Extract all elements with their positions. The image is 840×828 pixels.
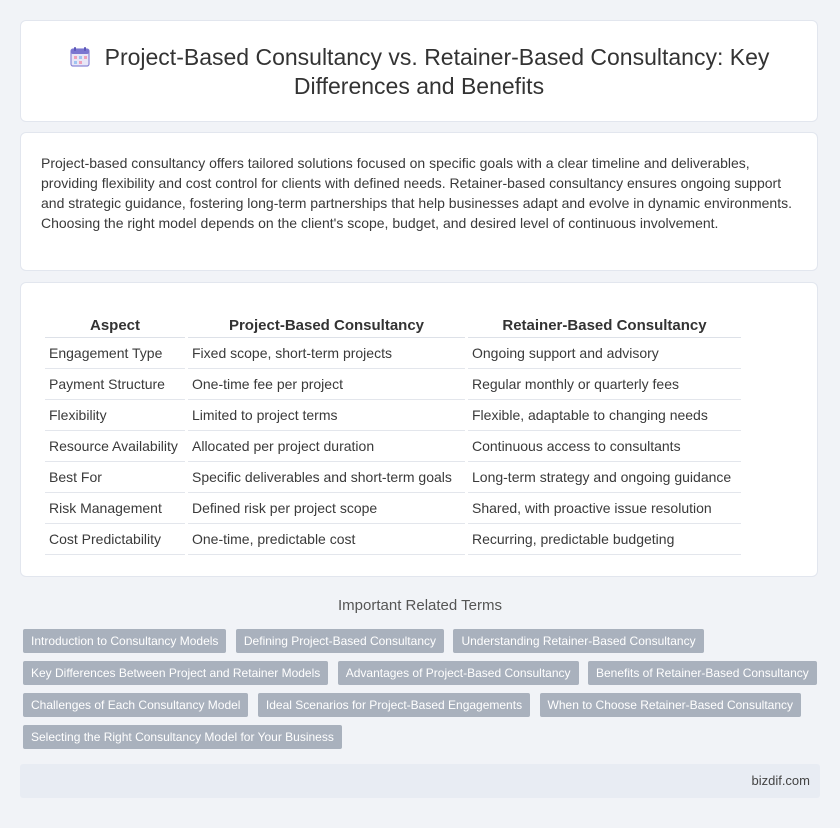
page-title: Project-Based Consultancy vs. Retainer-Based Consultancy: Key Differences and Benefits — [104, 44, 770, 99]
table-row — [45, 493, 741, 524]
intro-text: Project-based consultancy offers tailored solutions focused on specific goals with a clear timeline and deliverables, providing flexibility and cost control for clients with defined needs. Retainer-based consultancy ensures ongoing support and strategic guidance, fostering long-term partnerships that help businesses adapt and evolve in dynamic environments. Choosing the right model depends on the client's scope, budget, and desired level of continuous involvement. — [41, 155, 792, 231]
related-term-tag[interactable]: Ideal Scenarios for Project-Based Engagements — [258, 693, 530, 717]
cell-project: Fixed scope, short-term projects — [188, 338, 465, 369]
related-term-tag[interactable]: Key Differences Between Project and Retainer Models — [23, 661, 328, 685]
related-term-tag[interactable]: Defining Project-Based Consultancy — [236, 629, 444, 653]
cell-project: Defined risk per project scope — [188, 493, 465, 524]
related-term-tag[interactable]: Understanding Retainer-Based Consultancy — [453, 629, 703, 653]
related-term-tag[interactable]: Challenges of Each Consultancy Model — [23, 693, 248, 717]
comparison-card — [20, 282, 818, 577]
cell-aspect: Flexibility — [45, 400, 185, 431]
footer-site-link[interactable]: bizdif.com — [751, 773, 810, 788]
footer — [20, 764, 820, 798]
header-aspect: Aspect — [45, 313, 185, 338]
related-term-tag[interactable]: Introduction to Consultancy Models — [23, 629, 226, 653]
cell-aspect: Best For — [45, 462, 185, 493]
cell-project: Limited to project terms — [188, 400, 465, 431]
header-project-based: Project-Based Consultancy — [188, 313, 465, 338]
cell-aspect: Resource Availability — [45, 431, 185, 462]
table-row — [45, 369, 741, 400]
cell-retainer: Flexible, adaptable to changing needs — [468, 400, 741, 431]
cell-retainer: Ongoing support and advisory — [468, 338, 741, 369]
cell-project: Specific deliverables and short-term goals — [188, 462, 465, 493]
table-row — [45, 431, 741, 462]
related-term-tag[interactable]: Selecting the Right Consultancy Model for Your Business — [23, 725, 342, 749]
related-terms-list — [23, 629, 823, 757]
cell-retainer: Shared, with proactive issue resolution — [468, 493, 741, 524]
related-term-tag[interactable]: Benefits of Retainer-Based Consultancy — [588, 661, 817, 685]
cell-aspect: Cost Predictability — [45, 524, 185, 555]
cell-aspect: Risk Management — [45, 493, 185, 524]
table-row — [45, 524, 741, 555]
cell-project: One-time fee per project — [188, 369, 465, 400]
table-row — [45, 462, 741, 493]
related-term-tag[interactable]: When to Choose Retainer-Based Consultancy — [540, 693, 801, 717]
table-row — [45, 400, 741, 431]
table-header-row — [45, 313, 741, 338]
cell-project: Allocated per project duration — [188, 431, 465, 462]
header-card — [20, 20, 818, 122]
cell-project: One-time, predictable cost — [188, 524, 465, 555]
cell-retainer: Continuous access to consultants — [468, 431, 741, 462]
intro-card — [20, 132, 818, 271]
comparison-table — [42, 313, 744, 555]
cell-retainer: Recurring, predictable budgeting — [468, 524, 741, 555]
table-row — [45, 338, 741, 369]
page-title-wrap — [21, 43, 817, 101]
cell-aspect: Payment Structure — [45, 369, 185, 400]
cell-retainer: Long-term strategy and ongoing guidance — [468, 462, 741, 493]
cell-retainer: Regular monthly or quarterly fees — [468, 369, 741, 400]
related-terms-title: Important Related Terms — [338, 597, 502, 614]
related-term-tag[interactable]: Advantages of Project-Based Consultancy — [338, 661, 579, 685]
header-retainer-based: Retainer-Based Consultancy — [468, 313, 741, 338]
cell-aspect: Engagement Type — [45, 338, 185, 369]
calendar-icon — [69, 46, 91, 68]
